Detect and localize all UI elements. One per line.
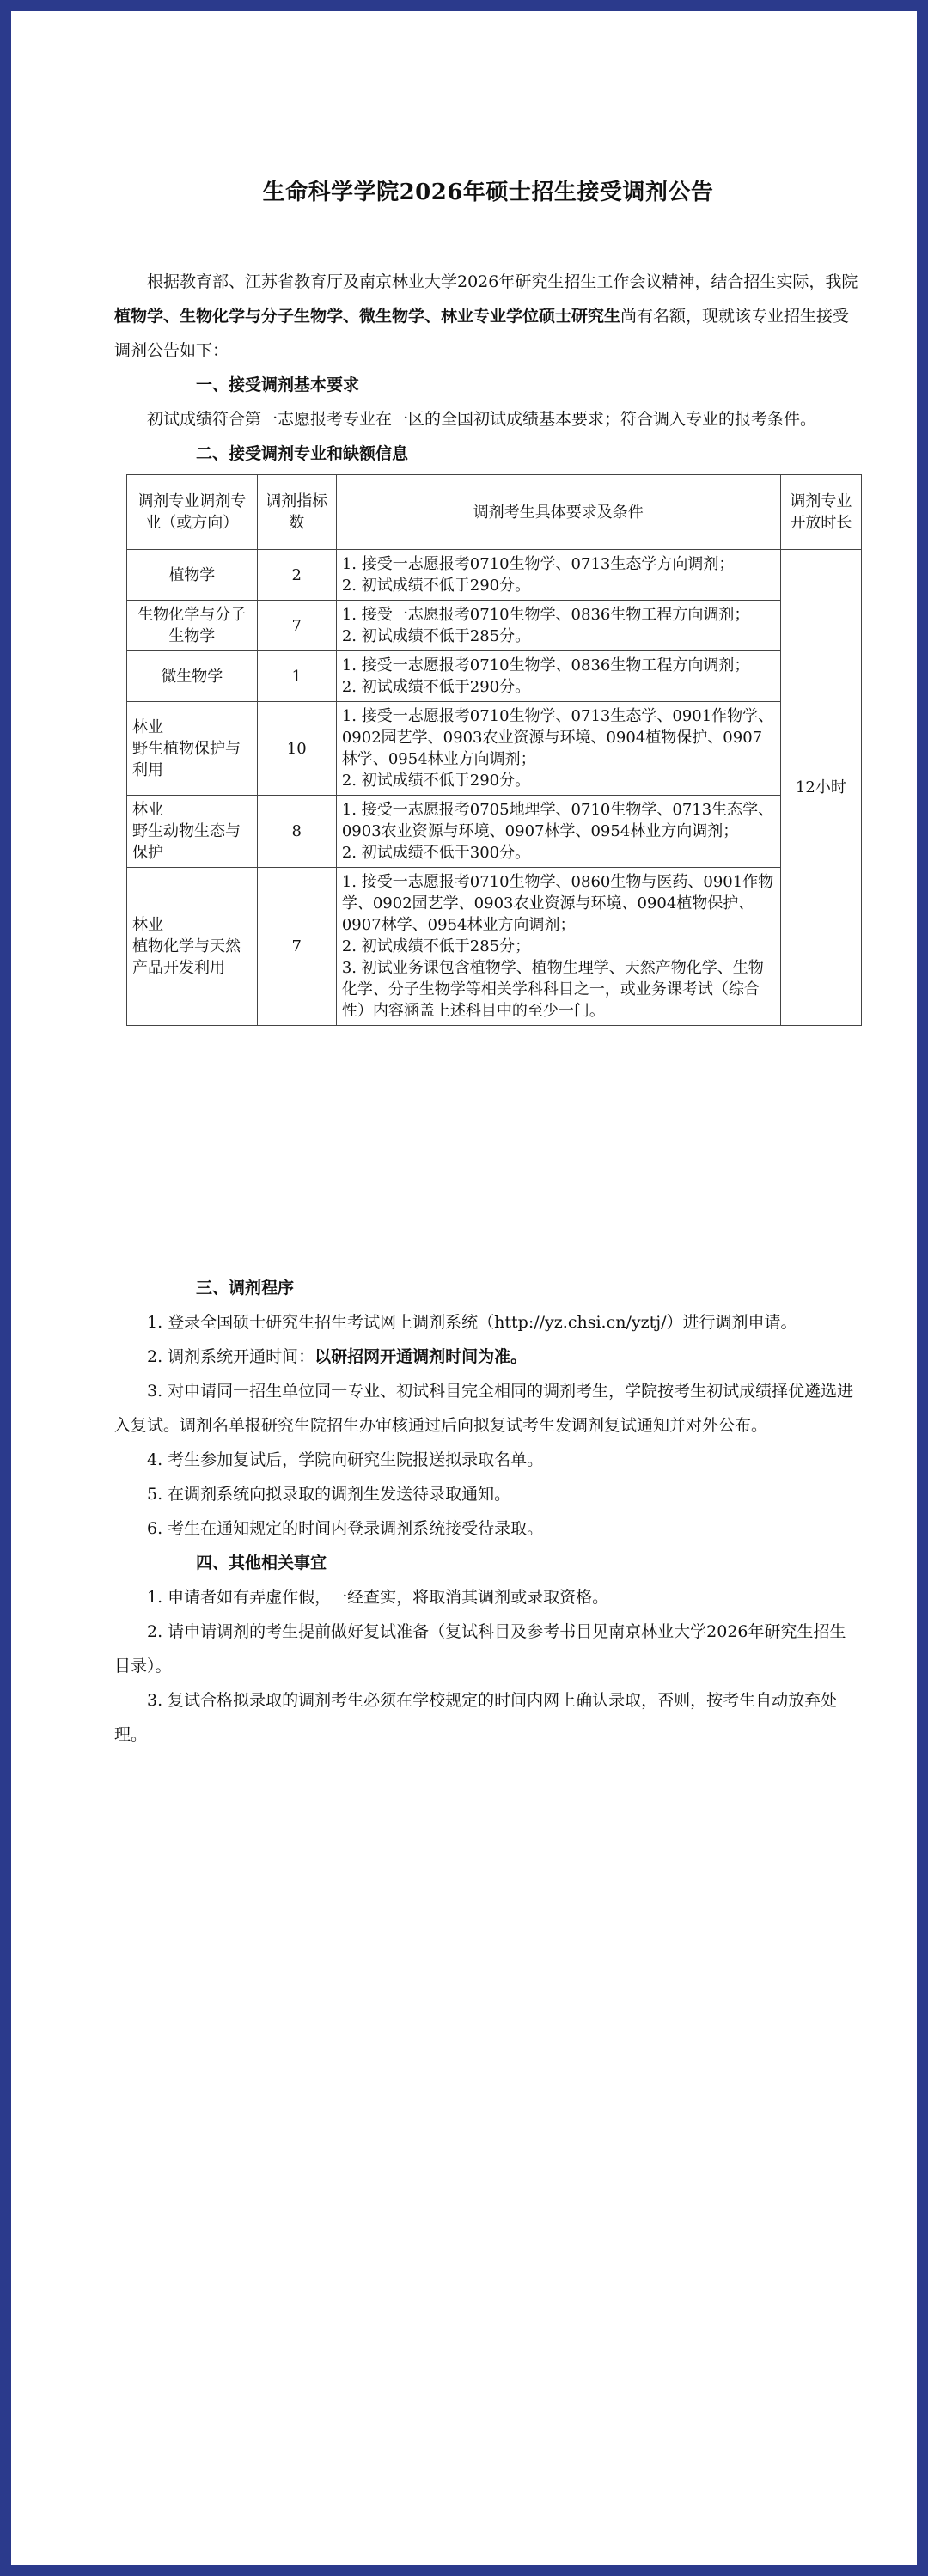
requirement-line: 1. 接受一志愿报考0710生物学、0836生物工程方向调剂； (341, 656, 750, 675)
table-row (127, 601, 862, 651)
section-2-heading: 二、接受调剂专业和缺额信息 (196, 444, 409, 463)
requirement-line: 2. 初试成绩不低于290分。 (341, 678, 531, 696)
table-row (127, 868, 862, 1026)
cell-quota: 7 (257, 601, 336, 651)
cell-requirements (336, 868, 780, 1026)
requirement-line: 2. 初试成绩不低于285分。 (341, 627, 531, 645)
cell-major: 林业 野生植物保护与利用 (127, 702, 258, 796)
open-time-note: 以研招网开通调剂时间为准。 (314, 1347, 528, 1366)
table-row (127, 651, 862, 702)
list-item: 5. 在调剂系统向拟录取的调剂生发送待录取通知。 (147, 1485, 511, 1504)
intro-majors: 植物学、生物化学与分子生物学、微生物学、林业专业学位硕士研究生 (114, 307, 621, 326)
section-3-list (114, 1305, 862, 1546)
requirement-line: 2. 初试成绩不低于300分。 (341, 844, 531, 862)
cell-quota: 7 (257, 868, 336, 1026)
cell-requirements (336, 550, 780, 601)
header-quota: 调剂指标数 (257, 475, 336, 550)
section-1-heading: 一、接受调剂基本要求 (196, 375, 360, 394)
cell-requirements (336, 702, 780, 796)
section-4-list (114, 1580, 862, 1752)
section-1-text: 初试成绩符合第一志愿报考专业在一区的全国初试成绩基本要求；符合调入专业的报考条件。 (147, 410, 817, 429)
table-header-row (127, 475, 862, 550)
list-item: 1. 申请者如有弄虚作假，一经查实，将取消其调剂或录取资格。 (147, 1588, 609, 1607)
list-item: 3. 复试合格拟录取的调剂考生必须在学校规定的时间内网上确认录取，否则，按考生自动放弃处理。 (114, 1691, 838, 1744)
table-body (127, 550, 862, 1026)
intro-text-1: 根据教育部、江苏省教育厅及南京林业大学2026年研究生招生工作会议精神，结合招生实际，我院 (147, 272, 858, 291)
cell-major: 微生物学 (127, 651, 258, 702)
cell-requirements (336, 796, 780, 868)
list-item: 2. 请申请调剂的考生提前做好复试准备（复试科目及参考书目见南京林业大学2026年研究生招生目录）。 (114, 1622, 846, 1676)
cell-quota: 8 (257, 796, 336, 868)
section-3-heading: 三、调剂程序 (196, 1279, 295, 1297)
requirement-line: 1. 接受一志愿报考0710生物学、0836生物工程方向调剂； (341, 606, 750, 624)
cell-quota: 10 (257, 702, 336, 796)
page-title: 生命科学学院2026年硕士招生接受调剂公告 (262, 180, 714, 205)
list-item: 4. 考生参加复试后，学院向研究生院报送拟录取名单。 (147, 1450, 544, 1469)
intro-text-2: 尚有名额，现就该专业招生接受调剂公告如下： (114, 307, 850, 360)
requirement-line: 3. 初试业务课包含植物学、植物生理学、天然产物化学、生物化学、分子生物学等相关学科科目之一，或业务课考试（综合性）内容涵盖上述科目中的至少一门。 (341, 959, 764, 1020)
blank-gap (114, 1026, 862, 1271)
list-item-text: 2. 调剂系统开通时间： (147, 1347, 315, 1366)
section-4-heading: 四、其他相关事宜 (196, 1554, 327, 1572)
cell-quota: 2 (257, 550, 336, 601)
cell-requirements (336, 651, 780, 702)
cell-major: 植物学 (127, 550, 258, 601)
requirement-line: 1. 接受一志愿报考0710生物学、0713生态学方向调剂； (341, 555, 735, 573)
requirement-line: 1. 接受一志愿报考0710生物学、0860生物与医药、0901作物学、0902园艺学、0903农业资源与环境、0904植物保护、0907林学、0954林业方向调剂； (341, 873, 774, 934)
quota-table (126, 474, 862, 1026)
requirement-line: 1. 接受一志愿报考0710生物学、0713生态学、0901作物学、0902园艺学、0903农业资源与环境、0904植物保护、0907林学、0954林业方向调剂； (341, 707, 774, 768)
list-item: 6. 考生在通知规定的时间内登录调剂系统接受待录取。 (147, 1519, 544, 1538)
cell-major: 生物化学与分子生物学 (127, 601, 258, 651)
document-content (114, 157, 862, 1752)
table-row (127, 796, 862, 868)
header-requirements: 调剂考生具体要求及条件 (336, 475, 780, 550)
cell-major: 林业 野生动物生态与保护 (127, 796, 258, 868)
requirement-line: 1. 接受一志愿报考0705地理学、0710生物学、0713生态学、0903农业资源与环境、0907林学、0954林业方向调剂； (341, 801, 774, 840)
header-major: 调剂专业调剂专业（或方向） (127, 475, 258, 550)
header-open-time: 调剂专业开放时长 (780, 475, 861, 550)
cell-major: 林业 植物化学与天然产品开发利用 (127, 868, 258, 1026)
list-item (114, 1340, 862, 1374)
list-item: 3. 对申请同一招生单位同一专业、初试科目完全相同的调剂考生，学院按考生初试成绩择优遴选进入复试。调剂名单报研究生院招生办审核通过后向拟复试考生发调剂复试通知并对外公布。 (114, 1382, 854, 1435)
cell-quota: 1 (257, 651, 336, 702)
table-row (127, 702, 862, 796)
requirement-line: 2. 初试成绩不低于290分。 (341, 577, 531, 595)
intro-paragraph (114, 265, 862, 368)
cell-requirements (336, 601, 780, 651)
list-item: 1. 登录全国硕士研究生招生考试网上调剂系统（http://yz.chsi.cn/yztj/）进行调剂申请。 (147, 1313, 797, 1332)
document-page (11, 11, 917, 2565)
requirement-line: 2. 初试成绩不低于285分； (341, 937, 531, 955)
cell-open-time: 12小时 (780, 550, 861, 1026)
table-row (127, 550, 862, 601)
requirement-line: 2. 初试成绩不低于290分。 (341, 772, 531, 790)
